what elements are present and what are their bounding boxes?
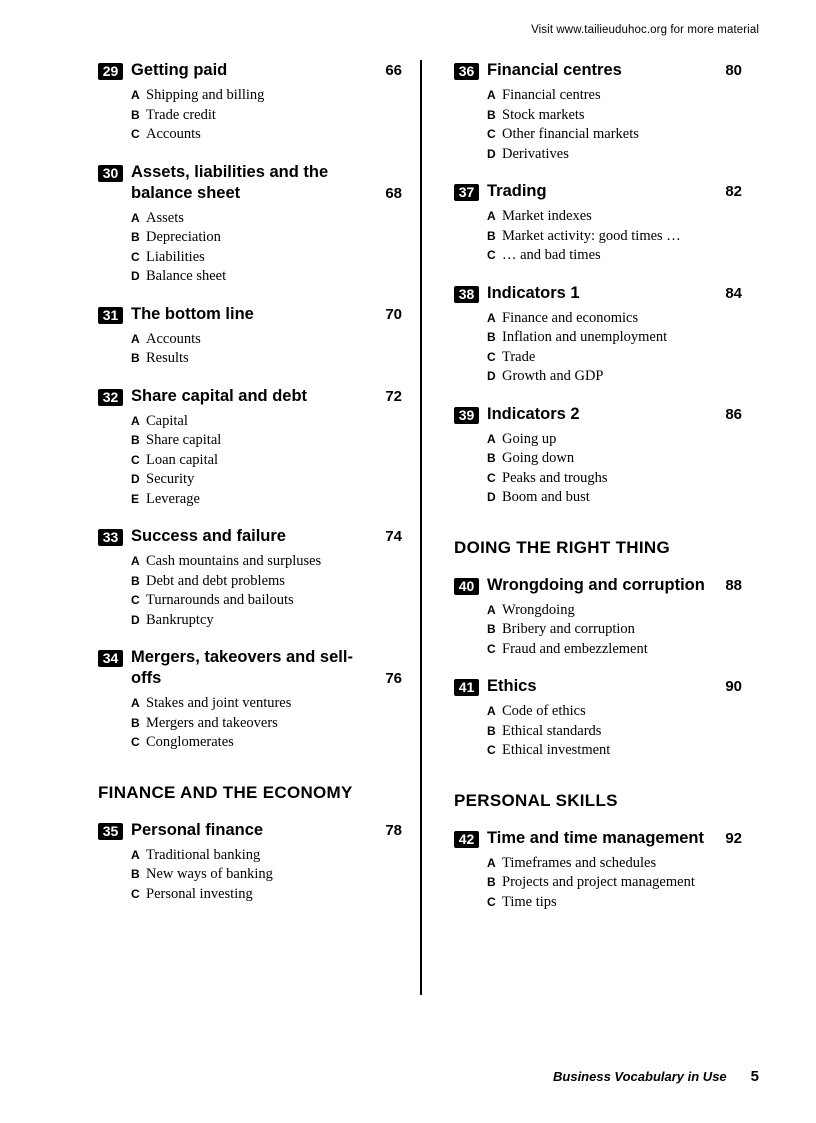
subsection-letter: B <box>131 867 140 881</box>
subsection-letter: A <box>487 602 496 617</box>
section-heading: PERSONAL SKILLS <box>454 790 618 810</box>
subsection-letter: A <box>131 413 140 428</box>
unit-page-number: 86 <box>725 405 742 423</box>
subsection-letter: A <box>487 209 496 223</box>
list-item[interactable] <box>131 552 402 572</box>
list-item[interactable] <box>487 449 742 469</box>
subsection-title: Ethical standards <box>502 722 602 739</box>
subsection-letter: A <box>131 331 140 346</box>
unit-page-number: 76 <box>385 670 402 687</box>
unit-page-number: 80 <box>725 62 742 79</box>
subsection-title: Accounts <box>146 330 201 347</box>
subsection-title: Personal investing <box>146 885 253 902</box>
subsection-letter: E <box>131 491 140 506</box>
list-item[interactable] <box>487 246 742 266</box>
subsection-letter: B <box>487 107 496 122</box>
page-footer <box>553 1068 759 1085</box>
unit-page-number: 92 <box>725 829 742 847</box>
contents-unit[interactable] <box>98 647 402 753</box>
subsection-letter: C <box>487 894 496 909</box>
list-item[interactable] <box>487 106 742 126</box>
unit-page-number: 90 <box>725 678 742 695</box>
unit-title[interactable]: Trading <box>487 182 547 200</box>
contents-columns <box>98 60 760 995</box>
unit-title[interactable]: Personal finance <box>131 820 264 839</box>
subsection-title: … and bad times <box>502 247 601 263</box>
unit-header[interactable] <box>98 162 402 204</box>
list-item[interactable] <box>131 694 402 714</box>
subsection-title: Trade credit <box>146 106 216 123</box>
list-item[interactable] <box>131 125 402 145</box>
subsection-title: Traditional banking <box>146 846 261 863</box>
list-item[interactable] <box>131 228 402 248</box>
unit-header[interactable] <box>454 404 742 425</box>
subsection-letter: C <box>131 249 140 264</box>
subsection-title: Market activity: good times … <box>502 227 681 244</box>
subsection-letter: B <box>487 228 496 243</box>
subsection-letter: D <box>487 490 496 504</box>
subsection-title: Bankruptcy <box>146 611 214 628</box>
unit-subsection-list <box>487 207 742 266</box>
subsection-letter: A <box>131 554 140 568</box>
unit-number-badge: 39 <box>454 407 479 424</box>
list-item[interactable] <box>131 86 402 106</box>
contents-unit[interactable] <box>454 181 742 266</box>
book-title: Business Vocabulary in Use <box>553 1069 727 1084</box>
unit-number-badge: 33 <box>98 529 123 546</box>
subsection-letter: C <box>487 127 496 141</box>
list-item[interactable] <box>487 367 742 387</box>
list-item[interactable] <box>487 601 742 621</box>
contents-unit[interactable] <box>454 828 742 913</box>
unit-title[interactable]: Success and failure <box>131 527 286 545</box>
list-item[interactable] <box>131 846 402 866</box>
subsection-letter: C <box>131 886 140 901</box>
unit-title[interactable]: Getting paid <box>131 61 228 79</box>
list-item[interactable] <box>131 470 402 490</box>
subsection-letter: D <box>487 369 496 383</box>
unit-number-badge: 30 <box>98 165 123 182</box>
subsection-title: Accounts <box>146 126 201 142</box>
subsection-letter: C <box>487 349 496 364</box>
unit-number-badge: 34 <box>98 650 123 667</box>
list-item[interactable] <box>487 722 742 742</box>
subsection-title: Debt and debt problems <box>146 572 285 589</box>
unit-header[interactable] <box>98 647 402 689</box>
unit-number-badge: 36 <box>454 63 479 80</box>
subsection-letter: A <box>131 696 140 710</box>
list-item[interactable] <box>487 893 742 913</box>
list-item[interactable] <box>487 430 742 450</box>
unit-page-number: 88 <box>725 576 742 594</box>
contents-unit[interactable] <box>98 162 402 287</box>
subsection-title: Depreciation <box>146 229 221 245</box>
subsection-letter: B <box>131 230 140 244</box>
unit-subsection-list <box>131 330 402 369</box>
subsection-title: Share capital <box>146 432 222 448</box>
unit-subsection-list <box>487 86 742 164</box>
subsection-letter: B <box>131 433 140 447</box>
unit-subsection-list <box>131 694 402 753</box>
subsection-letter: A <box>131 847 140 862</box>
subsection-title: Results <box>146 350 189 366</box>
subsection-title: Going up <box>502 430 557 447</box>
page-number: 5 <box>750 1068 759 1085</box>
contents-unit[interactable] <box>454 676 742 761</box>
list-item[interactable] <box>487 488 742 508</box>
subsection-title: Other financial markets <box>502 126 639 142</box>
unit-subsection-list <box>131 552 402 630</box>
contents-unit[interactable] <box>454 283 742 387</box>
section-heading: DOING THE RIGHT THING <box>454 537 670 557</box>
subsection-letter: B <box>131 107 140 122</box>
list-item[interactable] <box>131 490 402 510</box>
list-item[interactable] <box>131 714 402 734</box>
subsection-title: Assets <box>146 209 184 226</box>
unit-subsection-list <box>487 601 742 660</box>
list-item[interactable] <box>487 620 742 640</box>
subsection-letter: C <box>487 743 496 757</box>
unit-header[interactable] <box>454 181 742 202</box>
contents-unit[interactable] <box>454 404 742 508</box>
list-item[interactable] <box>131 412 402 432</box>
unit-number-badge: 31 <box>98 307 123 324</box>
unit-header[interactable] <box>98 820 402 841</box>
subsection-title: New ways of banking <box>146 866 273 882</box>
list-item[interactable] <box>487 873 742 893</box>
unit-title[interactable]: Ethics <box>487 677 537 695</box>
subsection-letter: D <box>131 612 140 627</box>
unit-page-number: 70 <box>385 305 402 323</box>
subsection-title: Loan capital <box>146 451 219 468</box>
unit-header[interactable] <box>454 575 742 596</box>
subsection-title: Projects and project management <box>502 874 695 890</box>
unit-subsection-list <box>131 846 402 905</box>
subsection-title: Time tips <box>502 893 557 910</box>
unit-number-badge: 29 <box>98 63 123 80</box>
list-item[interactable] <box>131 733 402 753</box>
list-item[interactable] <box>487 207 742 227</box>
subsection-title: Conglomerates <box>146 734 234 750</box>
list-item[interactable] <box>487 640 742 660</box>
list-item[interactable] <box>487 86 742 106</box>
unit-subsection-list <box>131 86 402 145</box>
unit-number-badge: 41 <box>454 679 479 696</box>
unit-title[interactable]: Assets, liabilities and the balance sheet <box>131 162 329 202</box>
list-item[interactable] <box>487 309 742 329</box>
list-item[interactable] <box>131 865 402 885</box>
subsection-title: Capital <box>146 412 188 429</box>
subsection-letter: B <box>487 622 496 636</box>
list-item[interactable] <box>487 702 742 722</box>
unit-title[interactable]: Mergers, takeovers and sell-offs <box>131 648 353 687</box>
subsection-letter: C <box>487 248 496 262</box>
unit-title[interactable]: Wrongdoing and corruption <box>487 575 705 594</box>
list-item[interactable] <box>131 106 402 126</box>
unit-subsection-list <box>487 854 742 913</box>
unit-header[interactable] <box>454 283 742 304</box>
list-item[interactable] <box>131 248 402 268</box>
subsection-title: Shipping and billing <box>146 87 265 103</box>
contents-unit[interactable] <box>98 820 402 905</box>
subsection-letter: A <box>131 210 140 225</box>
subsection-letter: A <box>131 88 140 102</box>
subsection-title: Boom and bust <box>502 489 590 505</box>
list-item[interactable] <box>131 349 402 369</box>
subsection-title: Balance sheet <box>146 268 227 284</box>
unit-page-number: 84 <box>725 284 742 302</box>
unit-number-badge: 42 <box>454 831 479 848</box>
subsection-title: Stakes and joint ventures <box>146 695 292 711</box>
list-item[interactable] <box>131 572 402 592</box>
unit-subsection-list <box>487 309 742 387</box>
unit-number-badge: 38 <box>454 286 479 303</box>
subsection-title: Wrongdoing <box>502 601 575 618</box>
subsection-letter: B <box>131 351 140 365</box>
subsection-title: Timeframes and schedules <box>502 854 657 871</box>
unit-title[interactable]: Time and time management <box>487 828 705 847</box>
subsection-letter: C <box>487 470 496 485</box>
unit-subsection-list <box>487 702 742 761</box>
unit-title[interactable]: The bottom line <box>131 304 254 323</box>
subsection-letter: B <box>131 715 140 730</box>
subsection-title: Mergers and takeovers <box>146 714 278 731</box>
unit-page-number: 82 <box>725 183 742 200</box>
unit-title[interactable]: Financial centres <box>487 61 622 79</box>
unit-title[interactable]: Share capital and debt <box>131 386 308 405</box>
subsection-letter: C <box>131 127 140 141</box>
subsection-title: Leverage <box>146 490 200 507</box>
contents-column-right <box>420 60 742 995</box>
contents-unit[interactable] <box>454 60 742 164</box>
list-item[interactable] <box>487 348 742 368</box>
subsection-title: Ethical investment <box>502 742 611 758</box>
unit-header[interactable] <box>454 676 742 697</box>
subsection-title: Stock markets <box>502 106 585 123</box>
subsection-letter: A <box>487 855 496 870</box>
unit-page-number: 66 <box>385 62 402 79</box>
subsection-letter: C <box>131 452 140 467</box>
unit-subsection-list <box>131 209 402 287</box>
subsection-letter: C <box>131 735 140 749</box>
unit-title[interactable]: Indicators 1 <box>487 283 580 302</box>
section-heading: FINANCE AND THE ECONOMY <box>98 782 353 802</box>
list-item[interactable] <box>487 469 742 489</box>
subsection-letter: D <box>131 269 140 283</box>
subsection-title: Market indexes <box>502 208 592 224</box>
unit-header[interactable] <box>454 60 742 81</box>
unit-page-number: 78 <box>385 821 402 839</box>
list-item[interactable] <box>131 611 402 631</box>
subsection-title: Liabilities <box>146 248 205 265</box>
list-item[interactable] <box>131 885 402 905</box>
subsection-title: Going down <box>502 450 575 466</box>
subsection-letter: B <box>131 573 140 588</box>
subsection-letter: A <box>487 704 496 718</box>
list-item[interactable] <box>131 591 402 611</box>
subsection-title: Peaks and troughs <box>502 469 608 486</box>
list-item[interactable] <box>131 267 402 287</box>
unit-title[interactable]: Indicators 2 <box>487 404 580 423</box>
unit-page-number: 74 <box>385 528 402 545</box>
header-note: Visit www.tailieuduhoc.org for more material <box>531 24 759 36</box>
list-item[interactable] <box>131 431 402 451</box>
list-item[interactable] <box>487 741 742 761</box>
unit-header[interactable] <box>98 386 402 407</box>
subsection-title: Derivatives <box>502 145 569 162</box>
unit-header[interactable] <box>98 526 402 547</box>
contents-unit[interactable] <box>98 526 402 630</box>
subsection-letter: D <box>487 146 496 161</box>
subsection-title: Trade <box>502 348 536 365</box>
subsection-letter: D <box>131 472 140 486</box>
list-item[interactable] <box>131 451 402 471</box>
unit-page-number: 68 <box>385 184 402 202</box>
unit-number-badge: 35 <box>98 823 123 840</box>
subsection-title: Finance and economics <box>502 309 639 326</box>
unit-page-number: 72 <box>385 387 402 405</box>
unit-header[interactable] <box>454 828 742 849</box>
subsection-title: Cash mountains and surpluses <box>146 553 322 569</box>
subsection-title: Bribery and corruption <box>502 621 635 637</box>
unit-number-badge: 37 <box>454 184 479 201</box>
contents-column-left <box>98 60 420 995</box>
subsection-letter: C <box>131 593 140 607</box>
contents-unit[interactable] <box>98 386 402 510</box>
subsection-letter: B <box>487 451 496 465</box>
subsection-title: Financial centres <box>502 87 601 103</box>
subsection-title: Turnarounds and bailouts <box>146 592 294 608</box>
list-item[interactable] <box>487 854 742 874</box>
subsection-title: Growth and GDP <box>502 368 604 384</box>
list-item[interactable] <box>131 209 402 229</box>
subsection-letter: B <box>487 723 496 738</box>
list-item[interactable] <box>487 328 742 348</box>
list-item[interactable] <box>131 330 402 350</box>
subsection-letter: B <box>487 875 496 889</box>
contents-unit[interactable] <box>98 304 402 369</box>
unit-header[interactable] <box>98 304 402 325</box>
unit-subsection-list <box>487 430 742 508</box>
list-item[interactable] <box>487 145 742 165</box>
subsection-letter: A <box>487 88 496 102</box>
subsection-title: Fraud and embezzlement <box>502 640 648 657</box>
subsection-letter: A <box>487 431 496 446</box>
list-item[interactable] <box>487 125 742 145</box>
subsection-letter: A <box>487 310 496 325</box>
unit-number-badge: 32 <box>98 389 123 406</box>
unit-subsection-list <box>131 412 402 510</box>
subsection-title: Security <box>146 471 195 487</box>
contents-unit[interactable] <box>98 60 402 145</box>
list-item[interactable] <box>487 227 742 247</box>
unit-number-badge: 40 <box>454 578 479 595</box>
subsection-title: Code of ethics <box>502 703 586 719</box>
unit-header[interactable] <box>98 60 402 81</box>
subsection-title: Inflation and unemployment <box>502 329 668 345</box>
subsection-letter: C <box>487 641 496 656</box>
subsection-letter: B <box>487 330 496 344</box>
contents-unit[interactable] <box>454 575 742 660</box>
